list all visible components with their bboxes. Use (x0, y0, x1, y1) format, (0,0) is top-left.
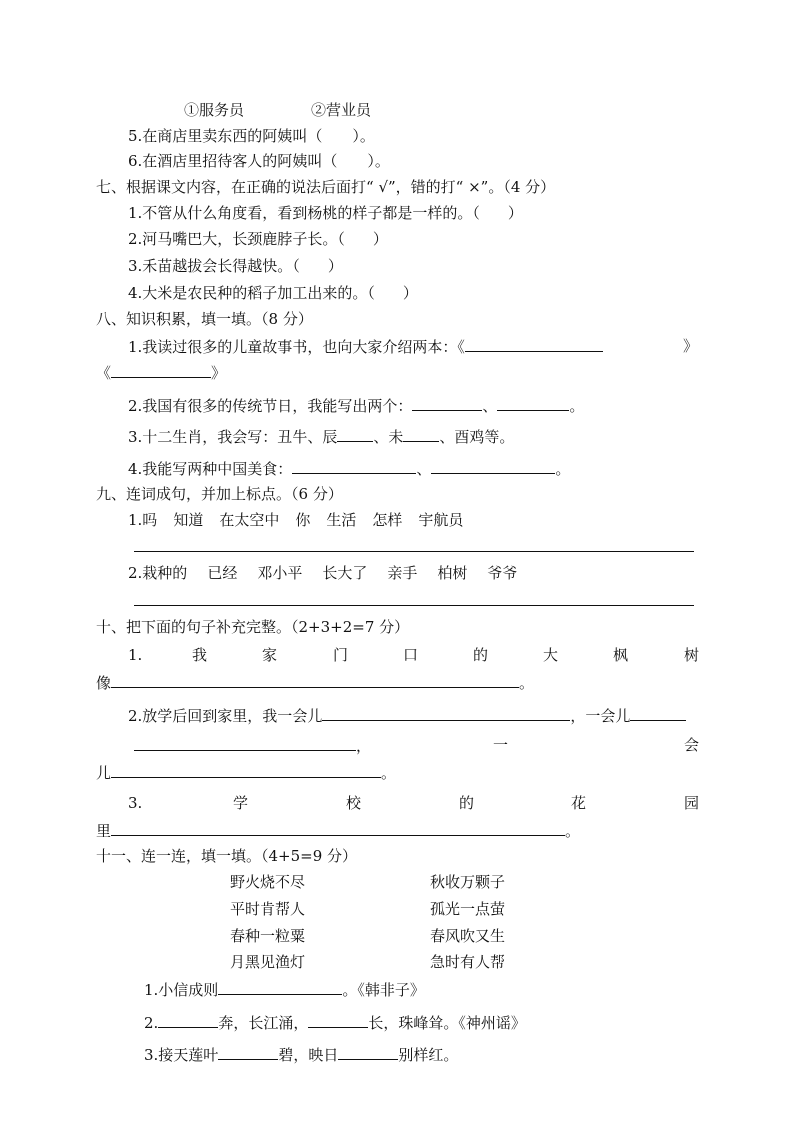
s10-q2-end: 。 (381, 764, 397, 782)
question-6 (128, 151, 390, 171)
word: 知道 (173, 511, 204, 529)
s10-q2-hui: 会 (684, 736, 700, 754)
match-left-item[interactable]: 春种一粒粟 (230, 927, 306, 945)
s7-item-3-text: 3.禾苗越拔会长得越快。（ (128, 257, 300, 275)
s11-fill-1-blank[interactable] (218, 979, 342, 995)
s10-q3-num: 3. (128, 794, 143, 812)
word: 生活 (326, 511, 357, 529)
match-left-item[interactable]: 野火烧不尽 (230, 873, 306, 891)
s11-fill-2 (144, 1012, 526, 1032)
s8-item-1-text: 1.我读过很多的儿童故事书，也向大家介绍两本：《 (128, 338, 465, 356)
s10-q1-num: 1. (128, 646, 143, 664)
answer-line-s9-1[interactable] (134, 551, 694, 552)
s10-q1-char: 大 (543, 646, 559, 664)
s10-q3-cont (96, 820, 580, 840)
food-blank-1[interactable] (292, 458, 416, 474)
s11-fill-3-blank-2[interactable] (338, 1044, 398, 1060)
s7-item-1 (128, 203, 523, 223)
section-11-title: 十一、连一连，填一填。（4+5=9 分） (96, 847, 358, 865)
s10-q1-blank[interactable] (111, 672, 519, 688)
s7-item-3 (128, 256, 343, 276)
s11-fill-2-blank-1[interactable] (158, 1012, 218, 1028)
match-right-item[interactable]: 秋收万颗子 (430, 873, 506, 891)
s10-q2-line2 (134, 735, 371, 755)
s8-item-1-cont (96, 362, 226, 382)
s10-q2-line3 (96, 762, 396, 782)
s8-item-4 (128, 458, 570, 478)
s10-q1-char: 枫 (613, 646, 629, 664)
s10-q3-blank[interactable] (111, 820, 565, 836)
s10-q2-text: 2.放学后回到家里，我一会儿 (128, 707, 323, 725)
s8-item-4-text: 4.我能写两种中国美食： (128, 460, 293, 478)
s7-item-4-text: 4.大米是农民种的稻子加工出来的。（ (128, 284, 375, 302)
s10-q2-blank-3[interactable] (111, 762, 381, 778)
s10-q3-li: 里 (96, 822, 112, 840)
s10-q1-char: 口 (403, 646, 419, 664)
s10-q1-char: 的 (473, 646, 489, 664)
question-5-text: 5.在商店里卖东西的阿姨叫（ (128, 127, 323, 145)
s9-words-1 (128, 510, 463, 530)
s10-q1-cont (96, 672, 534, 692)
s7-item-2-text: 2.河马嘴巴大，长颈鹿脖子长。（ (128, 230, 345, 248)
s11-fill-2-text-b: 奔，长江涌， (218, 1014, 309, 1032)
zodiac-blank-2[interactable] (403, 426, 439, 442)
match-right-item[interactable]: 孤光一点萤 (430, 900, 506, 918)
word: 亲手 (387, 564, 418, 582)
word: 1.吗 (128, 511, 158, 529)
s8-item-3 (128, 426, 514, 446)
festival-blank-1[interactable] (412, 395, 482, 411)
answer-line-s9-2[interactable] (134, 605, 694, 606)
word: 爷爷 (487, 564, 518, 582)
s8-item-4-sep: 、 (416, 460, 432, 478)
s10-q2-text-b: ，一会儿 (570, 707, 631, 725)
s8-item-2-sep: 、 (482, 397, 498, 415)
s11-fill-2-blank-2[interactable] (308, 1012, 368, 1028)
match-left-item[interactable]: 平时肯帮人 (230, 900, 306, 918)
question-5 (128, 126, 375, 146)
s10-q1-char: 我 (192, 646, 208, 664)
s10-q1-char: 树 (684, 646, 700, 664)
s9-words-2 (128, 563, 517, 583)
s7-item-3-close: ） (327, 257, 343, 275)
s10-q3-char: 花 (571, 794, 587, 812)
option-b: ②营业员 (311, 101, 372, 119)
s7-item-4-close: ） (402, 284, 418, 302)
festival-blank-2[interactable] (497, 395, 569, 411)
question-6-text: 6.在酒店里招待客人的阿姨叫（ (128, 152, 338, 170)
s10-q3-char: 学 (233, 794, 249, 812)
s7-item-1-text: 1.不管从什么角度看，看到杨桃的样子都是一样的。（ (128, 204, 480, 222)
s8-item-1 (128, 336, 603, 356)
s10-q2-comma: ， (356, 737, 372, 755)
s11-fill-1-text: 1.小信成则 (144, 981, 219, 999)
word: 2.栽种的 (128, 564, 188, 582)
book-blank-1[interactable] (465, 336, 603, 352)
s11-fill-3 (144, 1044, 458, 1064)
food-blank-2[interactable] (431, 458, 555, 474)
s10-q3-char: 园 (684, 794, 700, 812)
s10-q1-char: 门 (333, 646, 349, 664)
s8-item-2-end: 。 (569, 397, 585, 415)
s10-q2 (128, 705, 686, 725)
section-10-title: 十、把下面的句子补充完整。（2+3+2=7 分） (96, 618, 410, 636)
s11-fill-2-text-c: 长，珠峰耸。《神州谣》 (368, 1014, 526, 1032)
match-right-item[interactable]: 春风吹又生 (430, 927, 506, 945)
s10-q2-blank-2[interactable] (630, 705, 686, 721)
s7-item-1-close: ） (507, 204, 523, 222)
book-blank-2[interactable] (111, 362, 211, 378)
word: 长大了 (322, 564, 368, 582)
s11-fill-1-source: 。《韩非子》 (342, 981, 425, 999)
s7-item-4 (128, 283, 418, 303)
section-8-title: 八、知识积累，填一填。（8 分） (96, 310, 313, 328)
question-5-close: ）。 (352, 127, 375, 145)
s10-q2-blank-2-cont[interactable] (134, 735, 356, 751)
s10-q1-xiang: 像 (96, 674, 112, 692)
s8-item-4-end: 。 (555, 460, 571, 478)
s10-q2-blank-1[interactable] (322, 705, 570, 721)
zodiac-blank-1[interactable] (337, 426, 373, 442)
word: 邓小平 (257, 564, 303, 582)
match-left-item[interactable]: 月黑见渔灯 (230, 953, 306, 971)
s8-item-3-text-b: 、未 (373, 428, 404, 446)
s8-item-3-text-c: 、酉鸡等。 (439, 428, 515, 446)
word: 柏树 (437, 564, 468, 582)
s8-item-2 (128, 395, 584, 415)
section-7-title: 七、根据课文内容，在正确的说法后面打“ √”，错的打“ ×”。（4 分） (96, 178, 556, 196)
s10-q3-end: 。 (565, 822, 581, 840)
s10-q2-er: 儿 (96, 764, 112, 782)
s8-right-bracket-1: 》 (683, 337, 699, 355)
s7-item-2 (128, 229, 388, 249)
s11-fill-3-text-b: 碧，映日 (278, 1046, 339, 1064)
s7-item-2-close: ） (372, 230, 388, 248)
section-9-title: 九、连词成句，并加上标点。（6 分） (96, 485, 343, 503)
s10-q3-char: 的 (459, 794, 475, 812)
s8-right-bracket-2: 》 (211, 364, 227, 382)
match-right-item[interactable]: 急时有人帮 (430, 953, 506, 971)
s8-left-bracket-2: 《 (96, 364, 112, 382)
s11-fill-3-text-a: 3.接天莲叶 (144, 1046, 219, 1064)
s11-fill-1 (144, 979, 425, 999)
word: 在太空中 (219, 511, 280, 529)
word: 怎样 (372, 511, 403, 529)
option-a: ①服务员 (184, 101, 245, 119)
s10-q1-char: 家 (262, 646, 278, 664)
word: 宇航员 (418, 511, 464, 529)
s8-item-3-text-a: 3.十二生肖，我会写：丑牛、辰 (128, 428, 338, 446)
word: 你 (295, 511, 311, 529)
s10-q3-char: 校 (346, 794, 362, 812)
s11-fill-3-text-c: 别样红。 (398, 1046, 459, 1064)
word: 已经 (207, 564, 238, 582)
question-6-close: ）。 (367, 152, 390, 170)
s8-item-2-text: 2.我国有很多的传统节日，我能写出两个： (128, 397, 413, 415)
s10-q1-end: 。 (519, 674, 535, 692)
s11-fill-3-blank-1[interactable] (218, 1044, 278, 1060)
s11-fill-2-num: 2. (144, 1014, 159, 1032)
s10-q2-yi: 一 (493, 736, 509, 754)
